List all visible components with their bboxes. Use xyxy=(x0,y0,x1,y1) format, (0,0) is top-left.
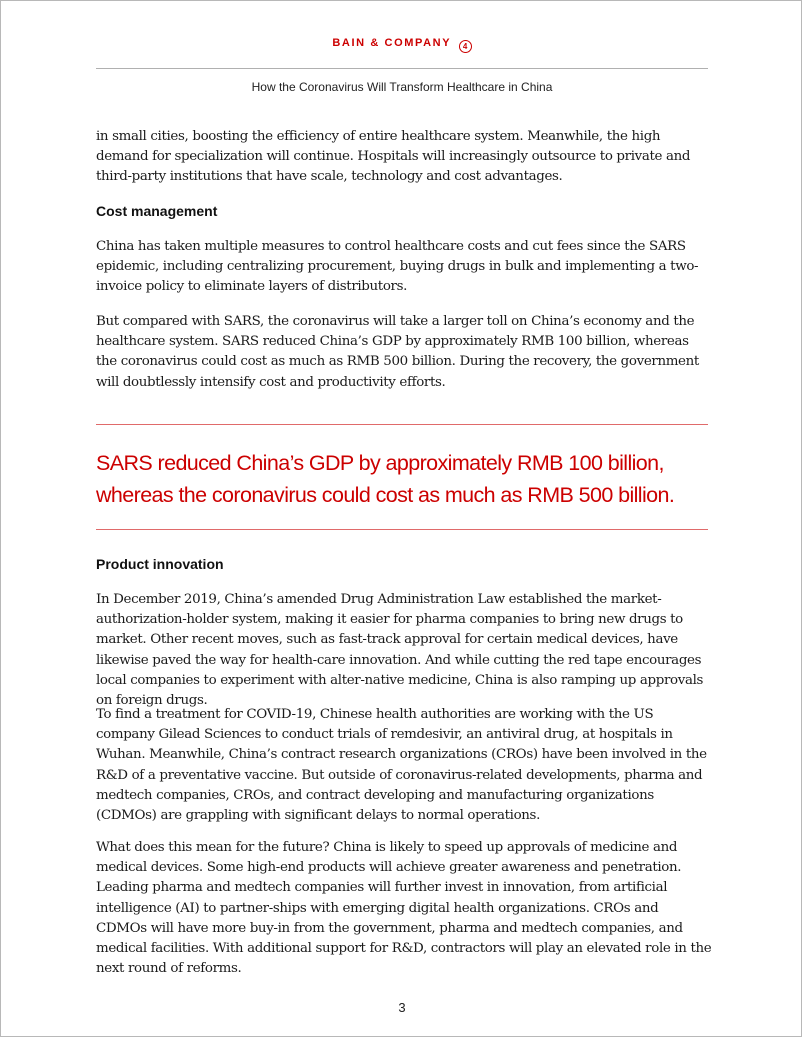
page-number: 3 xyxy=(398,1000,406,1015)
pull-quote-top-rule xyxy=(96,424,708,425)
intro-paragraph: in small cities, boosting the efficiency of entire healthcare system. Meanwhile, the high demand for specialization will continue. Hospitals will increasingly outsource to private and third-party institutions that have scale, technology and cost advantages. xyxy=(96,129,691,185)
product-paragraph-2: To find a treatment for COVID-19, Chinese health authorities are working with the US company Gilead Sciences to conduct trials of remdesivir, an antiviral drug, at hospitals in Wuhan. Meanwhile, China’s contract research organizations (CROs) have been involved in the R&D of a preventative vaccine. But outside of coronavirus-related developments, pharma and medtech companies, CROs, and contract developing and manufacturing organizations (CDMOs) are grappling with significant delays to normal operations. xyxy=(96,707,707,824)
brand-mark-icon: 4 xyxy=(459,40,472,53)
cost-paragraph-1: China has taken multiple measures to control healthcare costs and cut fees since the SARS epidemic, including centralizing procurement, buying drugs in bulk and implementing a two-invoice policy to eliminate layers of distributors. xyxy=(96,239,699,295)
section-heading-product-innovation: Product innovation xyxy=(96,556,224,572)
pull-quote-bottom-rule xyxy=(96,529,708,530)
header-divider xyxy=(96,68,708,69)
product-paragraph-3: What does this mean for the future? China is likely to speed up approvals of medicine and medical devices. Some high-end products will achieve greater awareness and penetration. Leading pharma and medtech companies will further invest in innovation, from artificial intelligence (AI) to partner-ships with emerging digital health organizations. CROs and CDMOs will have more buy-in from the government, pharma and medtech companies, and medical facilities. With additional support for R&D, contractors will play an elevated role in the next round of reforms. xyxy=(96,840,712,977)
running-title: How the Coronavirus Will Transform Healthcare in China xyxy=(251,80,553,94)
cost-paragraph-2: But compared with SARS, the coronavirus will take a larger toll on China’s economy and the healthcare system. SARS reduced China’s GDP by approximately RMB 100 billion, whereas the coronavirus could cost as much as RMB 500 billion. During the recovery, the government will doubtlessly intensify cost and productivity efforts. xyxy=(96,314,699,390)
brand-name: BAIN & COMPANY xyxy=(332,37,451,49)
pull-quote: SARS reduced China’s GDP by approximately RMB 100 billion, whereas the coronavirus could cost as much as RMB 500 billion. xyxy=(96,451,675,507)
section-heading-cost-management: Cost management xyxy=(96,203,218,219)
product-paragraph-1: In December 2019, China’s amended Drug Administration Law established the market-authorization-holder system, making it easier for pharma companies to bring new drugs to market. Other recent moves, such as fast-track approval for certain medical devices, have likewise paved the way for health-care innovation. And while cutting the red tape encourages local companies to experiment with alter-native medicine, China is also ramping up approvals on foreign drugs. xyxy=(96,592,704,709)
brand-logo xyxy=(1,37,802,53)
